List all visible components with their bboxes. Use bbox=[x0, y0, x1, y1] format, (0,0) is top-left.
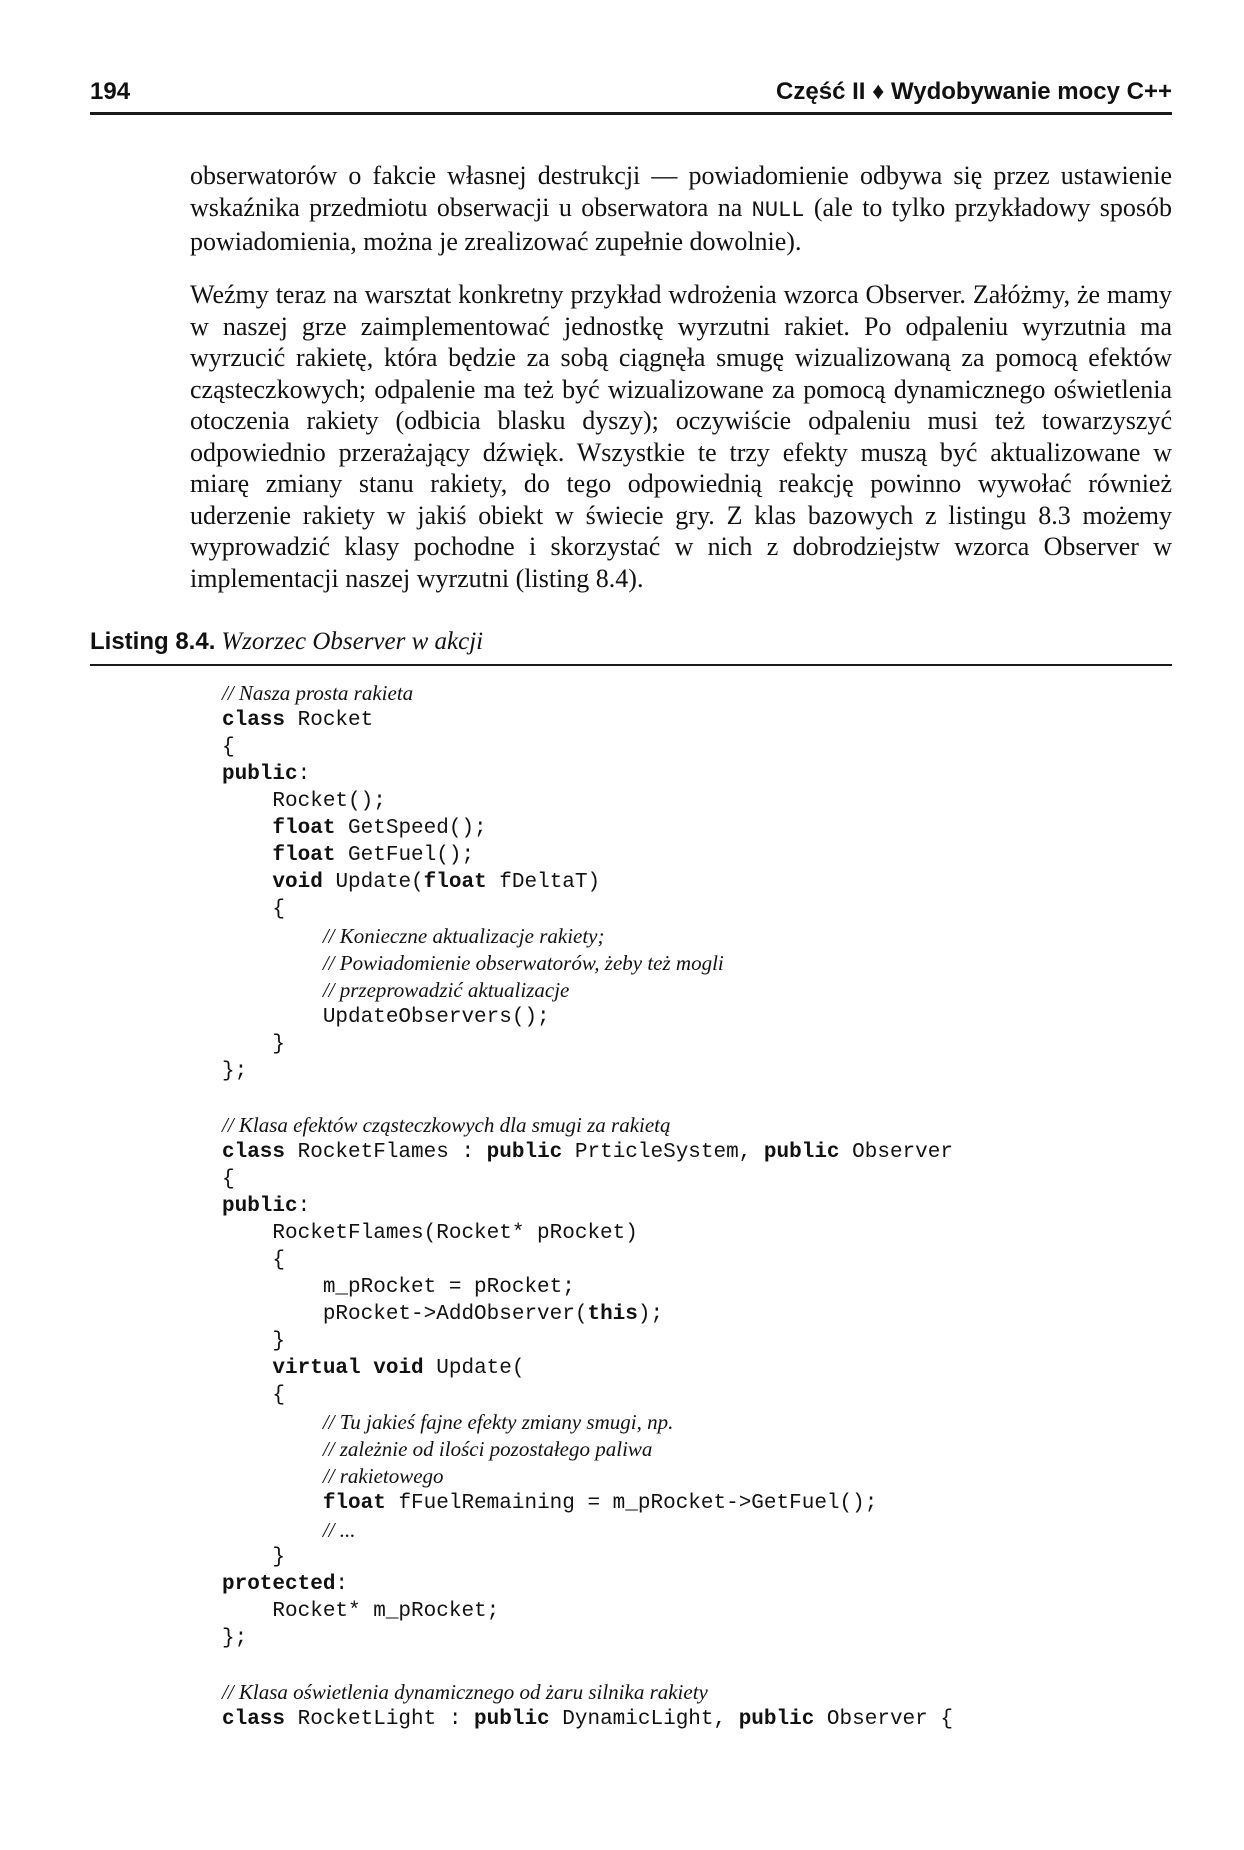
code-line bbox=[222, 761, 1172, 788]
code-text: GetSpeed(); bbox=[335, 817, 487, 840]
code-text bbox=[222, 1413, 323, 1436]
code-text: } bbox=[222, 1546, 286, 1569]
code-comment: // rakietowego bbox=[322, 1464, 444, 1488]
code-line bbox=[222, 923, 1172, 950]
paragraph-1 bbox=[190, 160, 1172, 258]
code-text bbox=[222, 981, 323, 1004]
code-text: Observer { bbox=[814, 1708, 953, 1731]
code-text: PrticleSystem, bbox=[562, 1141, 764, 1164]
code-text: } bbox=[222, 1330, 286, 1353]
code-line bbox=[222, 1679, 1172, 1706]
code-text bbox=[222, 1521, 323, 1544]
code-line bbox=[222, 1058, 1172, 1085]
code-line bbox=[222, 1220, 1172, 1247]
code-keyword: float bbox=[272, 844, 336, 867]
code-keyword: public bbox=[474, 1708, 550, 1731]
code-line bbox=[222, 1139, 1172, 1166]
code-keyword: public bbox=[486, 1141, 563, 1164]
code-line bbox=[222, 1193, 1172, 1220]
code-line bbox=[222, 1490, 1172, 1517]
code-keyword: protected bbox=[222, 1573, 336, 1596]
code-text: ); bbox=[637, 1303, 664, 1326]
page-header bbox=[90, 74, 1172, 115]
code-comment: // Nasza prosta rakieta bbox=[222, 681, 414, 705]
code-keyword: void bbox=[272, 871, 323, 894]
code-line bbox=[222, 842, 1172, 869]
code-line bbox=[222, 1301, 1172, 1328]
code-keyword: public bbox=[222, 1195, 298, 1218]
code-line bbox=[222, 1031, 1172, 1058]
code-text: RocketFlames : bbox=[285, 1141, 487, 1164]
code-comment: // ... bbox=[322, 1518, 356, 1542]
code-text: fFuelRemaining = m_pRocket->GetFuel(); bbox=[385, 1492, 878, 1515]
code-line bbox=[222, 1436, 1172, 1463]
code-keyword: class bbox=[222, 1141, 286, 1164]
code-text: : bbox=[297, 1195, 311, 1218]
code-line bbox=[222, 1706, 1172, 1733]
code-line bbox=[222, 1355, 1172, 1382]
code-line bbox=[222, 1571, 1172, 1598]
code-text: pRocket->AddObserver( bbox=[222, 1303, 588, 1326]
code-text bbox=[222, 1357, 272, 1380]
code-keyword: virtual bbox=[272, 1357, 361, 1380]
code-line bbox=[222, 1652, 1172, 1679]
code-keyword: this bbox=[587, 1303, 638, 1326]
code-text: }; bbox=[222, 1060, 248, 1083]
code-line bbox=[222, 1517, 1172, 1544]
code-keyword: public bbox=[738, 1708, 815, 1731]
code-text: Update( bbox=[322, 871, 424, 894]
paragraph-2-text: Weźmy teraz na warsztat konkretny przykład wdrożenia wzorca Observer. Załóżmy, że mamy w naszej grze zaimplementować jednostkę wyrzutni rakiet. Po odpaleniu wyrzutnia ma wyrzucić rakietę, która będzie za sobą ciągnęła smugę wizualizowaną za pomocą efektów cząsteczkowych; odpalenie ma też być wizualizowane za pomocą dynamicznego oświetlenia otoczenia rakiety (odbicia blasku dyszy); oczywiście odpaleniu musi też towarzyszyć odpowiednio przerażający dźwięk. Wszystkie te trzy efekty muszą być aktualizowane w miarę zmiany stanu rakiety, do tego odpowiednią reakcję powinno wywołać również uderzenie rakiety w jakiś obiekt w świecie gry. Z klas bazowych z listingu 8.3 możemy wyprowadzić klasy pochodne i skorzystać w nich z dobrodziejstw wzorca Observer w implementacji naszej wyrzutni (listing 8.4). bbox=[190, 280, 1172, 593]
listing-label: Listing 8.4. bbox=[90, 628, 216, 655]
code-line bbox=[222, 1004, 1172, 1031]
code-comment: // Klasa oświetlenia dynamicznego od żaru silnika rakiety bbox=[222, 1680, 708, 1704]
code-line bbox=[222, 788, 1172, 815]
code-text: Observer bbox=[839, 1141, 953, 1164]
code-keyword: public bbox=[763, 1141, 840, 1164]
code-text bbox=[222, 1492, 323, 1515]
code-text: { bbox=[222, 1249, 286, 1272]
code-comment: // Tu jakieś fajne efekty zmiany smugi, np. bbox=[322, 1410, 674, 1434]
code-text: { bbox=[222, 1168, 235, 1191]
paragraph-1-text-after: (ale to tylko przykładowy sposób powiadomienia, można je zrealizować zupełnie dowolnie). bbox=[190, 192, 1172, 256]
running-title: Część II ♦ Wydobywanie mocy C++ bbox=[776, 78, 1172, 105]
code-keyword: float bbox=[272, 817, 336, 840]
code-text: { bbox=[222, 1384, 286, 1407]
code-text: DynamicLight, bbox=[549, 1708, 739, 1731]
code-text bbox=[361, 1357, 374, 1380]
code-text bbox=[222, 844, 272, 867]
code-text: { bbox=[222, 736, 235, 759]
code-comment: // przeprowadzić aktualizacje bbox=[322, 978, 570, 1002]
code-line bbox=[222, 734, 1172, 761]
code-text: RocketLight : bbox=[285, 1708, 475, 1731]
code-line bbox=[222, 1112, 1172, 1139]
code-listing bbox=[222, 680, 1172, 1733]
code-line bbox=[222, 1544, 1172, 1571]
code-text: m_pRocket = pRocket; bbox=[222, 1276, 575, 1299]
code-text: : bbox=[297, 763, 311, 786]
code-comment: // zależnie od ilości pozostałego paliwa bbox=[322, 1437, 653, 1461]
code-keyword: public bbox=[222, 763, 298, 786]
code-keyword: class bbox=[222, 709, 286, 732]
code-line bbox=[222, 977, 1172, 1004]
code-text: UpdateObservers(); bbox=[222, 1006, 550, 1029]
code-line bbox=[222, 950, 1172, 977]
page-number: 194 bbox=[90, 78, 131, 105]
code-keyword: class bbox=[222, 1708, 286, 1731]
code-line bbox=[222, 815, 1172, 842]
code-text bbox=[222, 954, 323, 977]
code-text bbox=[222, 817, 272, 840]
listing-title: Wzorzec Observer w akcji bbox=[221, 628, 484, 655]
code-text: fDeltaT) bbox=[486, 871, 601, 894]
code-text: Rocket bbox=[285, 709, 374, 732]
code-text: RocketFlames(Rocket* pRocket) bbox=[222, 1222, 638, 1245]
code-line bbox=[222, 869, 1172, 896]
code-line bbox=[222, 1598, 1172, 1625]
code-line bbox=[222, 1625, 1172, 1652]
code-line bbox=[222, 1166, 1172, 1193]
code-text bbox=[222, 1440, 323, 1463]
code-line bbox=[222, 1085, 1172, 1112]
code-line bbox=[222, 896, 1172, 923]
code-keyword: float bbox=[423, 871, 487, 894]
code-comment: // Konieczne aktualizacje rakiety; bbox=[322, 924, 605, 948]
code-keyword: void bbox=[373, 1357, 424, 1380]
code-text: Update( bbox=[423, 1357, 525, 1380]
code-line bbox=[222, 1247, 1172, 1274]
code-line bbox=[222, 680, 1172, 707]
code-line bbox=[222, 707, 1172, 734]
code-text: } bbox=[222, 1033, 286, 1056]
code-keyword: float bbox=[322, 1492, 386, 1515]
code-text bbox=[222, 927, 323, 950]
paragraph-2 bbox=[190, 279, 1172, 594]
listing-caption bbox=[90, 628, 1172, 666]
paragraph-1-text-before: obserwatorów o fakcie własnej destrukcji — powiadomienie odbywa się przez ustawienie wskaźnika przedmiotu obserwacji u obserwatora na bbox=[190, 161, 1172, 222]
code-text bbox=[222, 1467, 323, 1490]
code-text: { bbox=[222, 898, 286, 921]
code-text: Rocket* m_pRocket; bbox=[222, 1600, 500, 1623]
code-line bbox=[222, 1409, 1172, 1436]
code-line bbox=[222, 1382, 1172, 1409]
inline-code-null: NULL bbox=[751, 197, 805, 223]
code-comment: // Powiadomienie obserwatorów, żeby też mogli bbox=[322, 951, 724, 975]
code-text: : bbox=[335, 1573, 349, 1596]
code-text: Rocket(); bbox=[222, 790, 386, 813]
code-line bbox=[222, 1274, 1172, 1301]
code-line bbox=[222, 1463, 1172, 1490]
code-line bbox=[222, 1328, 1172, 1355]
code-text bbox=[222, 871, 272, 894]
code-comment: // Klasa efektów cząsteczkowych dla smugi za rakietą bbox=[222, 1113, 671, 1137]
code-text: }; bbox=[222, 1627, 248, 1650]
code-text: GetFuel(); bbox=[335, 844, 475, 867]
